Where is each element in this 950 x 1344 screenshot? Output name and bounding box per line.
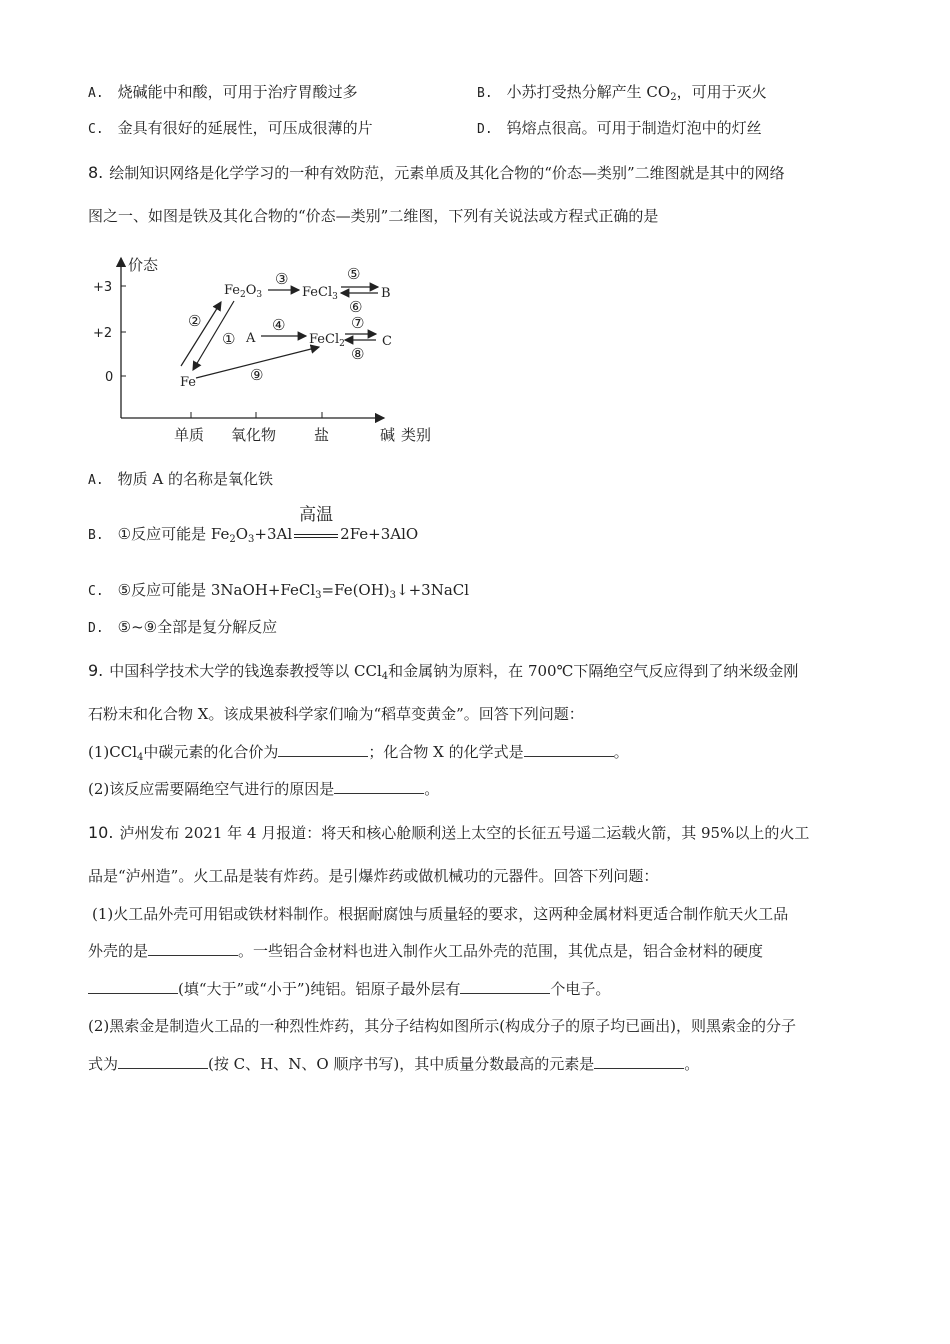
q9-blank-formula-x[interactable]: [524, 742, 614, 757]
q8-option-a: A. 物质 A 的名称是氧化铁: [88, 470, 274, 488]
q10-part2-line1: (2)黑索金是制造火工品的一种烈性炸药，其分子结构如图所示(构成分子的原子均已画出)，则黑索金的分子: [88, 1017, 796, 1035]
x-tick-element: 单质: [174, 426, 205, 444]
q7-option-a: A. 烧碱能中和酸，可用于治疗胃酸过多: [88, 83, 358, 101]
q9-stem-line1: 9. 中国科学技术大学的钱逸泰教授等以 CCl$_4$和金属钠为原料，在 700℃下隔绝空气反应得到了纳米级金刚: [88, 661, 799, 682]
node-c: C: [382, 334, 392, 349]
valence-category-diagram: [88, 250, 448, 450]
node-fecl3: FeCl$_3$: [302, 285, 338, 302]
q10-blank-highest-element[interactable]: [594, 1054, 684, 1069]
q8-stem-line2: 图之一、如图是铁及其化合物的“价态—类别”二维图，下列有关说法或方程式正确的是: [88, 207, 659, 225]
step-label-2: ②: [188, 312, 202, 330]
step-label-7: ⑦: [351, 314, 365, 332]
q10-stem-line2: 品是“泸州造”。火工品是装有炸药。是引爆炸药或做机械功的元器件。回答下列问题：: [88, 867, 659, 885]
q9-blank-valence[interactable]: [278, 742, 368, 757]
q8-option-c: C. ⑤反应可能是 $3NaOH+FeCl_3=Fe(OH)_3↓+3NaCl$: [88, 581, 470, 601]
q7-option-b: B. 小苏打受热分解产生 $CO_2$，可用于灭火: [477, 83, 767, 103]
step-label-3: ③: [275, 270, 289, 288]
q8-option-d: D. ⑤~⑨全部是复分解反应: [88, 618, 278, 636]
q8-option-b: B. ①反应可能是 $Fe_2O_3+3Al$ 高温 2Fe+3AlO: [88, 505, 419, 545]
q8-stem-line1: 8. 绘制知识网络是化学学习的一种有效防范，元素单质及其化合物的“价态—类别”二维图就是其中的网络: [88, 163, 785, 182]
x-tick-oxide: 氧化物: [231, 426, 277, 444]
q10-blank-electrons[interactable]: [460, 979, 550, 994]
y-tick-zero: 0: [105, 370, 114, 385]
step-label-6: ⑥: [349, 298, 363, 316]
y-tick-plus3: +3: [93, 280, 113, 295]
step-label-8: ⑧: [351, 345, 365, 363]
reaction-condition: 高温: [294, 525, 338, 545]
node-fecl2: FeCl$_2$: [309, 332, 345, 349]
node-b: B: [381, 286, 391, 301]
q10-part1-line2: 外壳的是 。一些铝合金材料也进入制作火工品外壳的范围，其优点是，铝合金材料的硬度: [88, 942, 764, 960]
q7-option-c: C. 金具有很好的延展性，可压成很薄的片: [88, 119, 373, 137]
q10-part1-line1: (1)火工品外壳可用铝或铁材料制作。根据耐腐蚀与质量轻的要求，这两种金属材料更适合制作航天火工品: [92, 905, 789, 923]
q10-part2-line2: 式为 (按 C、H、N、O 顺序书写)，其中质量分数最高的元素是 。: [88, 1055, 700, 1073]
step-label-1: ①: [222, 330, 236, 348]
node-a: A: [246, 331, 256, 346]
node-fe2o3: $Fe_2O_3$: [224, 283, 263, 300]
q7-option-d: D. 钨熔点很高。可用于制造灯泡中的灯丝: [477, 119, 762, 137]
q9-stem-line2: 石粉末和化合物 X。该成果被科学家们喻为“稻草变黄金”。回答下列问题：: [88, 705, 584, 723]
node-fe: Fe: [180, 375, 197, 390]
q9-part1: (1)CCl$_4$中碳元素的化合价为 ；化合物 X 的化学式是 。: [88, 743, 629, 763]
q10-blank-shell-metal[interactable]: [148, 941, 238, 956]
q9-part2: (2)该反应需要隔绝空气进行的原因是 。: [88, 780, 440, 798]
x-tick-salt: 盐: [314, 426, 330, 444]
step-label-9: ⑨: [250, 366, 264, 384]
q9-blank-reason[interactable]: [334, 779, 424, 794]
x-tick-base: 碱: [380, 426, 396, 444]
x-axis-label: 类别: [401, 426, 432, 444]
q10-part1-line3: (填“大于”或“小于”)纯铝。铝原子最外层有 个电子。: [88, 979, 610, 999]
q10-blank-molecular-formula[interactable]: [118, 1054, 208, 1069]
step-label-4: ④: [272, 316, 286, 334]
y-axis-label: 价态: [128, 256, 159, 274]
y-tick-plus2: +2: [93, 326, 113, 341]
q10-stem-line1: 10. 泸州发布 2021 年 4 月报道：将天和核心舱顺利送上太空的长征五号遥二运载火箭，其 95%以上的火工: [88, 823, 810, 842]
step-label-5: ⑤: [347, 265, 361, 283]
q10-blank-hardness[interactable]: [88, 979, 178, 994]
